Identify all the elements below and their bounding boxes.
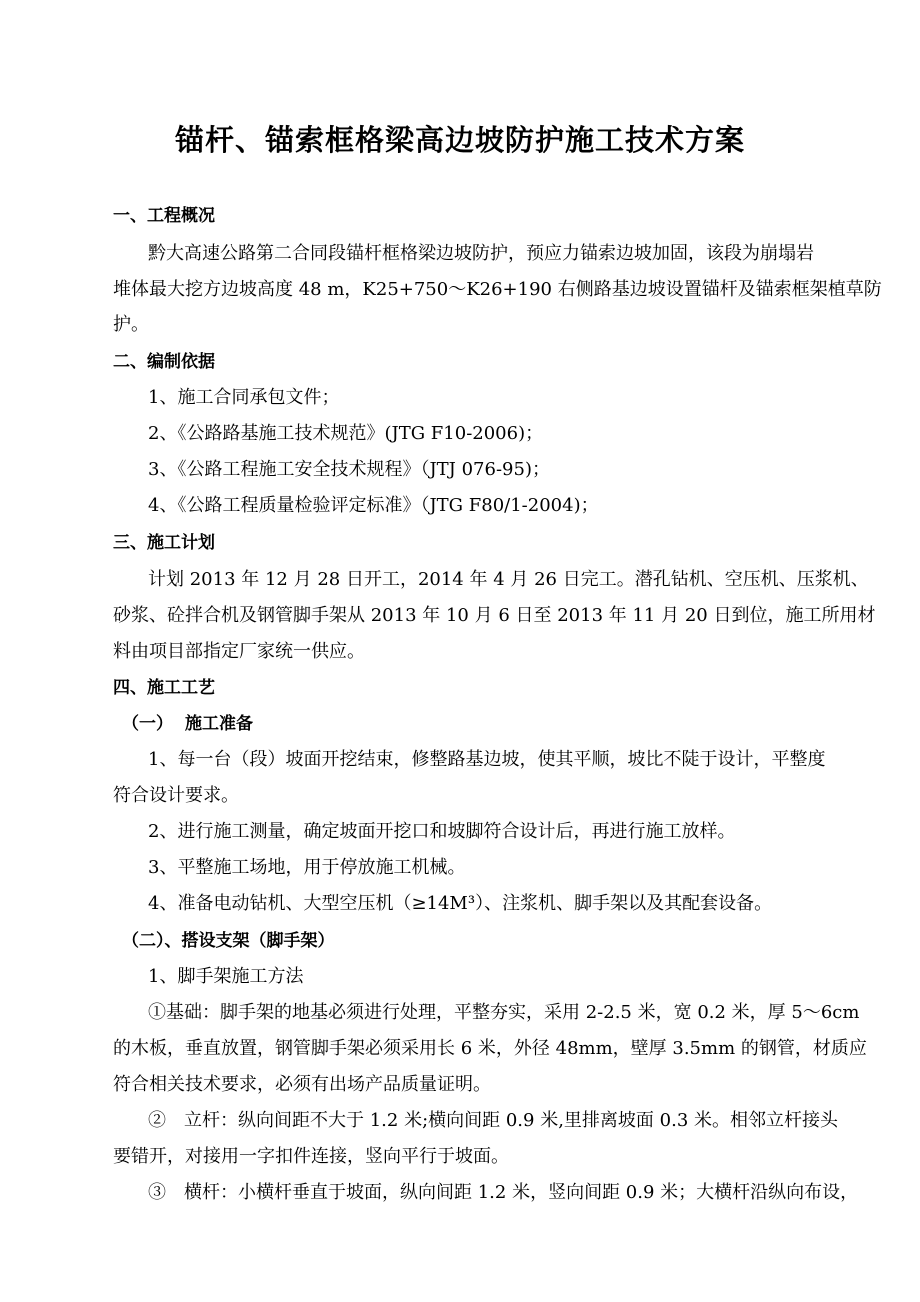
paragraph-line: 3、平整施工场地，用于停放施工机械。 — [148, 857, 466, 878]
paragraph-line: 4、准备电动钻机、大型空压机（≥14M³）、注浆机、脚手架以及其配套设备。 — [148, 893, 773, 914]
subsection-label: 施工准备 — [185, 714, 253, 734]
paragraph-line: ①基础：脚手架的地基必须进行处理，平整夯实，采用 2-2.5 米，宽 0.2 米，厚 5～6cm — [148, 1002, 860, 1023]
paragraph-line: ② 立杆：纵向间距不大于 1.2 米;横向间距 0.9 米,里排离坡面 0.3 米。相邻立杆接头 — [148, 1110, 838, 1131]
page-title: 锚杆、锚索框格梁高边坡防护施工技术方案 — [174, 123, 745, 157]
subsection-number: （一） — [122, 714, 173, 734]
paragraph-line: 符合相关技术要求，必须有出场产品质量证明。 — [113, 1074, 491, 1095]
list-item: 1、施工合同承包文件； — [148, 387, 340, 408]
paragraph-line: 2、进行施工测量，确定坡面开挖口和坡脚符合设计后，再进行施工放样。 — [148, 821, 736, 842]
paragraph-line: 1、脚手架施工方法 — [148, 966, 304, 987]
section-heading-overview: 一、工程概况 — [113, 206, 215, 226]
paragraph-line: 堆体最大挖方边坡高度 48 m，K25+750～K26+190 右侧路基边坡设置锚杆及锚索框架植草防 — [113, 279, 882, 300]
section-heading-basis: 二、编制依据 — [113, 352, 215, 372]
paragraph-line: 护。 — [113, 314, 149, 335]
paragraph-line: 料由项目部指定厂家统一供应。 — [113, 641, 365, 662]
subsection-heading-scaffold: （二）、搭设支架（脚手架） — [122, 931, 335, 951]
section-heading-process: 四、施工工艺 — [113, 678, 215, 698]
paragraph-line: 计划 2013 年 12 月 28 日开工，2014 年 4 月 26 日完工。潜孔钻机、空压机、压浆机、 — [148, 569, 869, 590]
list-item: 3、《公路工程施工安全技术规程》（JTJ 076-95)； — [148, 459, 550, 480]
paragraph-line: ③ 横杆：小横杆垂直于坡面，纵向间距 1.2 米，竖向间距 0.9 米；大横杆沿纵向布设， — [148, 1182, 859, 1203]
list-item: 4、《公路工程质量检验评定标准》（JTG F80/1-2004)； — [148, 495, 599, 516]
paragraph-line: 1、每一台（段）坡面开挖结束，修整路基边坡，使其平顺，坡比不陡于设计，平整度 — [148, 749, 826, 770]
paragraph-line: 砂浆、砼拌合机及钢管脚手架从 2013 年 10 月 6 日至 2013 年 11 月 20 日到位，施工所用材 — [113, 605, 876, 626]
list-item: 2、《公路路基施工技术规范》(JTG F10-2006)； — [148, 423, 544, 444]
section-heading-plan: 三、施工计划 — [113, 533, 215, 553]
paragraph-line: 黔大高速公路第二合同段锚杆框格梁边坡防护，预应力锚索边坡加固，该段为崩塌岩 — [148, 243, 814, 264]
paragraph-line: 符合设计要求。 — [113, 785, 239, 806]
paragraph-line: 的木板，垂直放置，钢管脚手架必须采用长 6 米，外径 48mm，壁厚 3.5mm 的钢管，材质应 — [113, 1038, 867, 1059]
subsection-heading-preparation — [122, 712, 253, 736]
paragraph-line: 要错开，对接用一字扣件连接，竖向平行于坡面。 — [113, 1146, 509, 1167]
